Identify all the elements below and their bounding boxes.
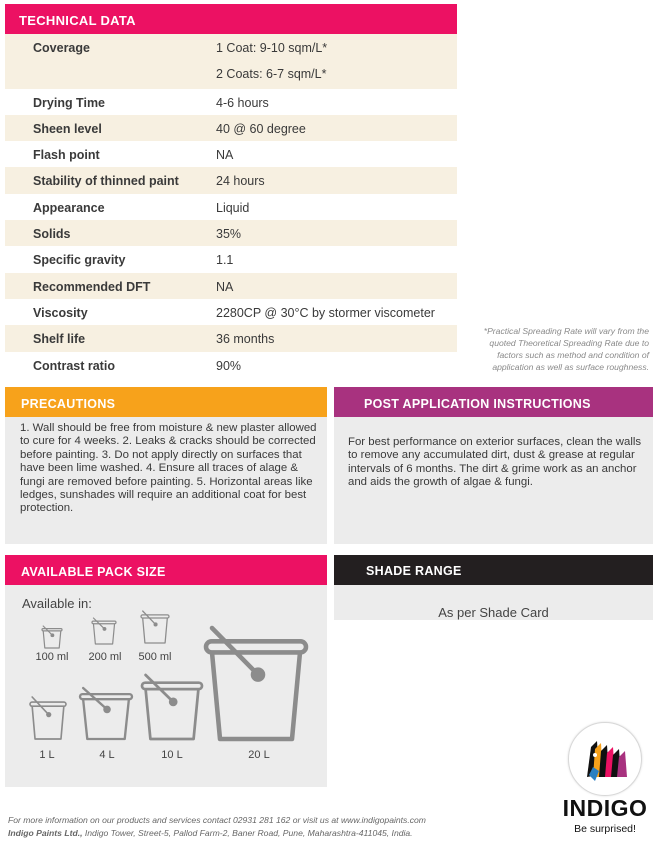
pack-size-label: 4 L xyxy=(99,749,115,761)
technical-data-label: Recommended DFT xyxy=(33,279,151,294)
brand-tagline: Be surprised! xyxy=(574,823,636,835)
technical-data-row xyxy=(5,194,457,220)
post-application-title: POST APPLICATION INSTRUCTIONS xyxy=(364,397,591,411)
paint-bucket-icon xyxy=(92,618,116,644)
pack-size-label: 20 L xyxy=(248,749,270,761)
technical-data-row xyxy=(5,141,457,167)
technical-data-value: NA xyxy=(216,279,234,294)
technical-data-label: Solids xyxy=(33,227,71,242)
available-in-label: Available in: xyxy=(22,596,92,611)
technical-data-value: 2280CP @ 30°C by stormer viscometer xyxy=(216,305,435,320)
technical-data-value: 36 months xyxy=(216,332,275,347)
technical-data-label: Drying Time xyxy=(33,95,106,110)
precautions-text: 1. Wall should be free from moisture & new plaster allowed to cure for 4 weeks. 2. Leaks & cracks should be corrected before painting. 3. Do not apply directly on surfaces that have been lime washed. 4. Ensure all traces of alage & fungi are removed before painting. 5. Horizontal areas like ledges, sunshades will require an additional coat for best protection. xyxy=(20,422,317,515)
pack-size-label: 10 L xyxy=(161,749,183,761)
technical-data-value: 24 hours xyxy=(216,174,265,189)
technical-data-row xyxy=(5,246,457,272)
technical-data-value: 2 Coats: 6-7 sqm/L* xyxy=(216,67,327,82)
paint-bucket-icon xyxy=(80,688,132,739)
footer-company: Indigo Paints Ltd., xyxy=(8,828,83,838)
post-application-header xyxy=(334,387,653,417)
pack-size-title: AVAILABLE PACK SIZE xyxy=(21,565,166,579)
brand-name: INDIGO xyxy=(562,795,648,821)
technical-data-value: 35% xyxy=(216,227,242,242)
pack-size-header xyxy=(5,555,327,585)
technical-data-value: 1.1 xyxy=(216,253,234,268)
technical-data-row xyxy=(5,352,457,378)
shade-range-header xyxy=(334,555,653,585)
pack-size-label: 200 ml xyxy=(88,651,122,663)
technical-data-value: NA xyxy=(216,148,234,163)
technical-data-label: Specific gravity xyxy=(33,253,126,268)
shade-range-title: SHADE RANGE xyxy=(366,564,462,578)
technical-data-label: Contrast ratio xyxy=(33,358,115,373)
pack-size-label: 100 ml xyxy=(35,651,69,663)
technical-data-value: 1 Coat: 9-10 sqm/L* xyxy=(216,41,328,55)
technical-data-row xyxy=(5,89,457,115)
technical-data-row xyxy=(5,167,457,193)
technical-data-label: Sheen level xyxy=(33,121,102,136)
shade-range-text: As per Shade Card xyxy=(438,605,549,620)
technical-data-row xyxy=(5,299,457,325)
paint-bucket-icon xyxy=(42,626,62,648)
technical-data-label: Stability of thinned paint xyxy=(33,174,179,189)
technical-data-value: Liquid xyxy=(216,200,250,215)
post-application-text: For best performance on exterior surfaces, clean the walls to remove any accumulated dirt, dust & grease at regular intervals of 6 months. The dirt & grime work as an anchor and aids the growth of algae & fungi. xyxy=(348,436,642,489)
technical-data-row xyxy=(5,220,457,246)
technical-data-header xyxy=(5,4,457,34)
technical-data-label: Flash point xyxy=(33,148,100,163)
precautions-header xyxy=(5,387,327,417)
technical-data-value: 90% xyxy=(216,358,242,373)
pack-size-label: 500 ml xyxy=(138,651,172,663)
technical-data-label: Coverage xyxy=(33,41,90,55)
precautions-title: PRECAUTIONS xyxy=(21,397,116,411)
technical-data-row xyxy=(5,325,457,351)
paint-bucket-icon xyxy=(142,675,202,739)
technical-data-label: Appearance xyxy=(33,200,105,215)
paint-bucket-icon xyxy=(30,697,66,739)
technical-data-label: Shelf life xyxy=(33,332,86,347)
technical-data-row xyxy=(5,115,457,141)
pack-size-label: 1 L xyxy=(39,749,55,761)
spreading-rate-note: *Practical Spreading Rate will vary from the quoted Theoretical Spreading Rate due to factors such as method and condition of application as well as surface roughness. xyxy=(483,326,649,372)
technical-data-label: Viscosity xyxy=(33,305,88,320)
zebra-logo-icon xyxy=(568,722,642,796)
technical-data-value: 4-6 hours xyxy=(216,95,269,110)
technical-data-value: 40 @ 60 degree xyxy=(216,121,306,136)
technical-data-row xyxy=(5,34,457,89)
paint-bucket-icon xyxy=(141,611,169,643)
footer-address xyxy=(8,828,413,838)
technical-data-row xyxy=(5,273,457,299)
technical-data-title: TECHNICAL DATA xyxy=(19,13,136,28)
footer-contact: For more information on our products and services contact 02931 281 162 or visit us at www.indigopaints.com xyxy=(8,815,426,825)
technical-data-table xyxy=(5,34,457,378)
footer-address-text: Indigo Tower, Street-5, Pallod Farm-2, Baner Road, Pune, Maharashtra-411045, India. xyxy=(82,828,413,838)
paint-bucket-icon xyxy=(206,628,306,739)
